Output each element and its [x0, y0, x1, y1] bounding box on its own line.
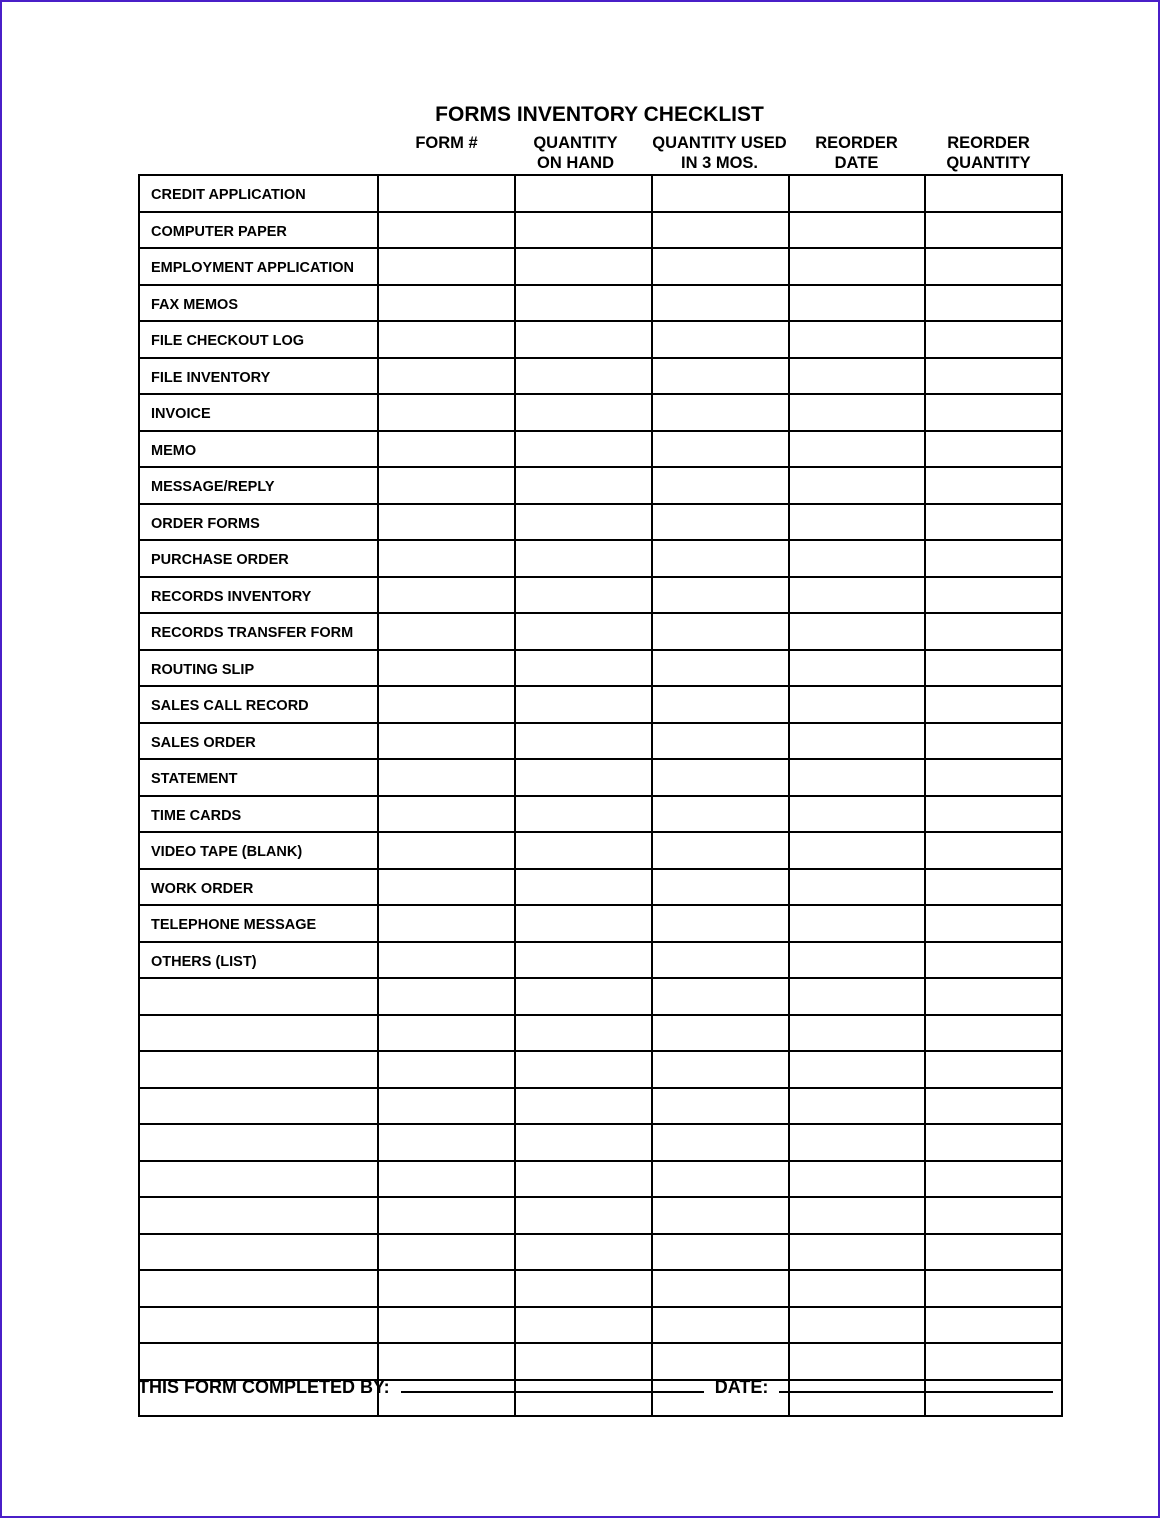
row-label: MEMO: [139, 431, 378, 468]
row-label: SALES ORDER: [139, 723, 378, 760]
entry-cell[interactable]: [515, 540, 652, 577]
entry-cell[interactable]: [515, 394, 652, 431]
page-title: FORMS INVENTORY CHECKLIST: [435, 103, 764, 126]
entry-cell[interactable]: [515, 504, 652, 541]
table-row: [139, 358, 1062, 395]
entry-cell[interactable]: [789, 869, 925, 906]
entry-cell[interactable]: [378, 869, 515, 906]
row-label: FAX MEMOS: [139, 285, 378, 322]
entry-cell[interactable]: [515, 1088, 652, 1125]
entry-cell[interactable]: [515, 905, 652, 942]
column-header-line: REORDER: [947, 134, 1030, 152]
row-label: ORDER FORMS: [139, 504, 378, 541]
entry-cell[interactable]: [515, 796, 652, 833]
entry-cell[interactable]: [515, 1161, 652, 1198]
table-row: [139, 1343, 1062, 1380]
table-row: [139, 759, 1062, 796]
entry-cell[interactable]: [789, 321, 925, 358]
table-row: [139, 1124, 1062, 1161]
entry-cell[interactable]: [789, 1343, 925, 1380]
table-row: [139, 540, 1062, 577]
entry-cell[interactable]: [925, 1161, 1062, 1198]
entry-cell[interactable]: [515, 431, 652, 468]
entry-cell[interactable]: [925, 1197, 1062, 1234]
entry-cell[interactable]: [515, 1307, 652, 1344]
entry-cell[interactable]: [652, 1307, 789, 1344]
entry-cell[interactable]: [652, 796, 789, 833]
entry-cell[interactable]: [378, 978, 515, 1015]
entry-cell[interactable]: [925, 796, 1062, 833]
entry-cell[interactable]: [789, 613, 925, 650]
entry-cell[interactable]: [378, 358, 515, 395]
table-row: [139, 1015, 1062, 1052]
entry-cell[interactable]: [378, 175, 515, 212]
entry-cell[interactable]: [789, 1270, 925, 1307]
entry-cell[interactable]: [515, 978, 652, 1015]
row-label: [139, 978, 378, 1015]
entry-cell[interactable]: [652, 321, 789, 358]
row-label: RECORDS INVENTORY: [139, 577, 378, 614]
entry-cell[interactable]: [515, 321, 652, 358]
entry-cell[interactable]: [925, 1343, 1062, 1380]
entry-cell[interactable]: [925, 285, 1062, 322]
row-label: FILE INVENTORY: [139, 358, 378, 395]
entry-cell[interactable]: [789, 942, 925, 979]
column-header-form-number: [378, 133, 515, 153]
date-label: DATE:: [714, 1377, 769, 1397]
row-label: VIDEO TAPE (BLANK): [139, 832, 378, 869]
completed-by-field[interactable]: [401, 1376, 704, 1393]
entry-cell[interactable]: [925, 1270, 1062, 1307]
table-row: [139, 650, 1062, 687]
entry-cell[interactable]: [652, 577, 789, 614]
entry-cell[interactable]: [789, 1307, 925, 1344]
entry-cell[interactable]: [652, 686, 789, 723]
table-row: [139, 467, 1062, 504]
entry-cell[interactable]: [378, 1015, 515, 1052]
column-header-line: QUANTITY: [533, 134, 618, 152]
entry-cell[interactable]: [378, 321, 515, 358]
row-label: STATEMENT: [139, 759, 378, 796]
entry-cell[interactable]: [378, 832, 515, 869]
entry-cell[interactable]: [652, 869, 789, 906]
entry-cell[interactable]: [378, 942, 515, 979]
table-row: [139, 1197, 1062, 1234]
entry-cell[interactable]: [789, 796, 925, 833]
column-header-quantity-used: [651, 133, 788, 173]
form-footer: [138, 1376, 1053, 1398]
entry-cell[interactable]: [378, 1307, 515, 1344]
entry-cell[interactable]: [378, 540, 515, 577]
entry-cell[interactable]: [789, 1124, 925, 1161]
row-label: EMPLOYMENT APPLICATION: [139, 248, 378, 285]
entry-cell[interactable]: [378, 504, 515, 541]
entry-cell[interactable]: [925, 175, 1062, 212]
entry-cell[interactable]: [789, 1015, 925, 1052]
entry-cell[interactable]: [925, 577, 1062, 614]
entry-cell[interactable]: [652, 358, 789, 395]
entry-cell[interactable]: [789, 285, 925, 322]
table-row: [139, 1088, 1062, 1125]
row-label: [139, 1307, 378, 1344]
entry-cell[interactable]: [925, 248, 1062, 285]
entry-cell[interactable]: [652, 248, 789, 285]
entry-cell[interactable]: [378, 1234, 515, 1271]
column-header-quantity-on-hand: [507, 133, 644, 173]
entry-cell[interactable]: [378, 577, 515, 614]
entry-cell[interactable]: [789, 431, 925, 468]
table-row: [139, 394, 1062, 431]
entry-cell[interactable]: [652, 540, 789, 577]
entry-cell[interactable]: [378, 723, 515, 760]
entry-cell[interactable]: [378, 1343, 515, 1380]
table-row: [139, 613, 1062, 650]
entry-cell[interactable]: [789, 1088, 925, 1125]
entry-cell[interactable]: [515, 1234, 652, 1271]
entry-cell[interactable]: [515, 1343, 652, 1380]
entry-cell[interactable]: [925, 978, 1062, 1015]
entry-cell[interactable]: [515, 759, 652, 796]
entry-cell[interactable]: [652, 394, 789, 431]
entry-cell[interactable]: [925, 1234, 1062, 1271]
column-header-line: QUANTITY: [946, 154, 1031, 172]
entry-cell[interactable]: [515, 686, 652, 723]
entry-cell[interactable]: [378, 1124, 515, 1161]
table-row: [139, 212, 1062, 249]
column-header-line: IN 3 MOS.: [680, 154, 758, 172]
entry-cell[interactable]: [789, 212, 925, 249]
entry-cell[interactable]: [515, 248, 652, 285]
entry-cell[interactable]: [515, 1197, 652, 1234]
row-label: [139, 1015, 378, 1052]
column-header-line: DATE: [834, 154, 879, 172]
entry-cell[interactable]: [378, 431, 515, 468]
entry-cell[interactable]: [789, 467, 925, 504]
row-label: FILE CHECKOUT LOG: [139, 321, 378, 358]
entry-cell[interactable]: [378, 796, 515, 833]
entry-cell[interactable]: [789, 504, 925, 541]
entry-cell[interactable]: [652, 1124, 789, 1161]
entry-cell[interactable]: [378, 1051, 515, 1088]
entry-cell[interactable]: [789, 175, 925, 212]
table-row: [139, 175, 1062, 212]
row-label: PURCHASE ORDER: [139, 540, 378, 577]
column-header-line: FORM #: [415, 134, 478, 152]
entry-cell[interactable]: [378, 212, 515, 249]
entry-cell[interactable]: [652, 613, 789, 650]
entry-cell[interactable]: [789, 394, 925, 431]
entry-cell[interactable]: [925, 686, 1062, 723]
date-field[interactable]: [779, 1376, 1053, 1393]
entry-cell[interactable]: [652, 905, 789, 942]
entry-cell[interactable]: [925, 321, 1062, 358]
row-label: [139, 1343, 378, 1380]
entry-cell[interactable]: [789, 832, 925, 869]
entry-cell[interactable]: [378, 1088, 515, 1125]
entry-cell[interactable]: [378, 686, 515, 723]
row-label: SALES CALL RECORD: [139, 686, 378, 723]
table-row: [139, 431, 1062, 468]
entry-cell[interactable]: [925, 869, 1062, 906]
entry-cell[interactable]: [515, 942, 652, 979]
row-label: TELEPHONE MESSAGE: [139, 905, 378, 942]
entry-cell[interactable]: [789, 759, 925, 796]
entry-cell[interactable]: [652, 1197, 789, 1234]
entry-cell[interactable]: [789, 1234, 925, 1271]
column-header-reorder-quantity: [920, 133, 1057, 173]
table-row: [139, 905, 1062, 942]
entry-cell[interactable]: [925, 431, 1062, 468]
row-label: [139, 1234, 378, 1271]
row-label: CREDIT APPLICATION: [139, 175, 378, 212]
entry-cell[interactable]: [515, 577, 652, 614]
row-label: WORK ORDER: [139, 869, 378, 906]
row-label: [139, 1124, 378, 1161]
inventory-table: [138, 174, 1063, 1417]
entry-cell[interactable]: [652, 1343, 789, 1380]
row-label: ROUTING SLIP: [139, 650, 378, 687]
entry-cell[interactable]: [925, 759, 1062, 796]
row-label: INVOICE: [139, 394, 378, 431]
entry-cell[interactable]: [789, 723, 925, 760]
entry-cell[interactable]: [515, 1051, 652, 1088]
entry-cell[interactable]: [925, 1051, 1062, 1088]
entry-cell[interactable]: [925, 613, 1062, 650]
entry-cell[interactable]: [515, 832, 652, 869]
entry-cell[interactable]: [925, 942, 1062, 979]
entry-cell[interactable]: [925, 540, 1062, 577]
table-row: [139, 504, 1062, 541]
entry-cell[interactable]: [652, 285, 789, 322]
entry-cell[interactable]: [378, 759, 515, 796]
entry-cell[interactable]: [652, 431, 789, 468]
entry-cell[interactable]: [515, 650, 652, 687]
entry-cell[interactable]: [378, 1161, 515, 1198]
entry-cell[interactable]: [515, 175, 652, 212]
table-row: [139, 869, 1062, 906]
table-row: [139, 248, 1062, 285]
entry-cell[interactable]: [515, 869, 652, 906]
entry-cell[interactable]: [925, 650, 1062, 687]
entry-cell[interactable]: [925, 394, 1062, 431]
entry-cell[interactable]: [378, 905, 515, 942]
entry-cell[interactable]: [925, 358, 1062, 395]
entry-cell[interactable]: [652, 650, 789, 687]
entry-cell[interactable]: [652, 759, 789, 796]
entry-cell[interactable]: [925, 467, 1062, 504]
entry-cell[interactable]: [378, 613, 515, 650]
row-label: TIME CARDS: [139, 796, 378, 833]
column-header-line: QUANTITY USED: [652, 134, 787, 152]
table-row: [139, 1051, 1062, 1088]
column-header-line: REORDER: [815, 134, 898, 152]
entry-cell[interactable]: [789, 248, 925, 285]
row-label: COMPUTER PAPER: [139, 212, 378, 249]
table-row: [139, 1161, 1062, 1198]
row-label: [139, 1161, 378, 1198]
entry-cell[interactable]: [789, 540, 925, 577]
row-label: OTHERS (LIST): [139, 942, 378, 979]
table-row: [139, 686, 1062, 723]
completed-by-label: THIS FORM COMPLETED BY:: [138, 1377, 390, 1397]
entry-cell[interactable]: [515, 1270, 652, 1307]
entry-cell[interactable]: [378, 1270, 515, 1307]
table-row: [139, 285, 1062, 322]
row-label: [139, 1051, 378, 1088]
entry-cell[interactable]: [378, 394, 515, 431]
entry-cell[interactable]: [925, 1088, 1062, 1125]
entry-cell[interactable]: [378, 248, 515, 285]
entry-cell[interactable]: [652, 1234, 789, 1271]
entry-cell[interactable]: [925, 905, 1062, 942]
row-label: RECORDS TRANSFER FORM: [139, 613, 378, 650]
table-row: [139, 1270, 1062, 1307]
entry-cell[interactable]: [515, 285, 652, 322]
table-row: [139, 832, 1062, 869]
entry-cell[interactable]: [515, 467, 652, 504]
entry-cell[interactable]: [652, 1161, 789, 1198]
column-header-line: ON HAND: [537, 154, 614, 172]
table-row: [139, 796, 1062, 833]
entry-cell[interactable]: [925, 212, 1062, 249]
column-header-reorder-date: [788, 133, 925, 173]
entry-cell[interactable]: [652, 978, 789, 1015]
entry-cell[interactable]: [925, 1307, 1062, 1344]
entry-cell[interactable]: [378, 1197, 515, 1234]
entry-cell[interactable]: [925, 1124, 1062, 1161]
entry-cell[interactable]: [925, 723, 1062, 760]
entry-cell[interactable]: [925, 504, 1062, 541]
entry-cell[interactable]: [652, 212, 789, 249]
entry-cell[interactable]: [515, 358, 652, 395]
entry-cell[interactable]: [789, 1197, 925, 1234]
table-row: [139, 321, 1062, 358]
entry-cell[interactable]: [925, 832, 1062, 869]
entry-cell[interactable]: [789, 978, 925, 1015]
table-row: [139, 942, 1062, 979]
entry-cell[interactable]: [652, 467, 789, 504]
entry-cell[interactable]: [652, 1088, 789, 1125]
table-row: [139, 577, 1062, 614]
entry-cell[interactable]: [652, 1270, 789, 1307]
entry-cell[interactable]: [652, 723, 789, 760]
entry-cell[interactable]: [789, 650, 925, 687]
table-row: [139, 978, 1062, 1015]
entry-cell[interactable]: [789, 686, 925, 723]
row-label: MESSAGE/REPLY: [139, 467, 378, 504]
entry-cell[interactable]: [515, 1015, 652, 1052]
entry-cell[interactable]: [652, 832, 789, 869]
entry-cell[interactable]: [652, 175, 789, 212]
entry-cell[interactable]: [652, 942, 789, 979]
entry-cell[interactable]: [378, 650, 515, 687]
entry-cell[interactable]: [789, 577, 925, 614]
entry-cell[interactable]: [515, 1124, 652, 1161]
table-row: [139, 723, 1062, 760]
entry-cell[interactable]: [789, 905, 925, 942]
entry-cell[interactable]: [515, 613, 652, 650]
entry-cell[interactable]: [378, 467, 515, 504]
table-row: [139, 1307, 1062, 1344]
table-row: [139, 1234, 1062, 1271]
entry-cell[interactable]: [925, 1015, 1062, 1052]
entry-cell[interactable]: [789, 1051, 925, 1088]
entry-cell[interactable]: [652, 504, 789, 541]
entry-cell[interactable]: [652, 1051, 789, 1088]
entry-cell[interactable]: [515, 212, 652, 249]
entry-cell[interactable]: [652, 1015, 789, 1052]
entry-cell[interactable]: [789, 358, 925, 395]
row-label: [139, 1197, 378, 1234]
entry-cell[interactable]: [515, 723, 652, 760]
entry-cell[interactable]: [789, 1161, 925, 1198]
row-label: [139, 1270, 378, 1307]
row-label: [139, 1088, 378, 1125]
entry-cell[interactable]: [378, 285, 515, 322]
